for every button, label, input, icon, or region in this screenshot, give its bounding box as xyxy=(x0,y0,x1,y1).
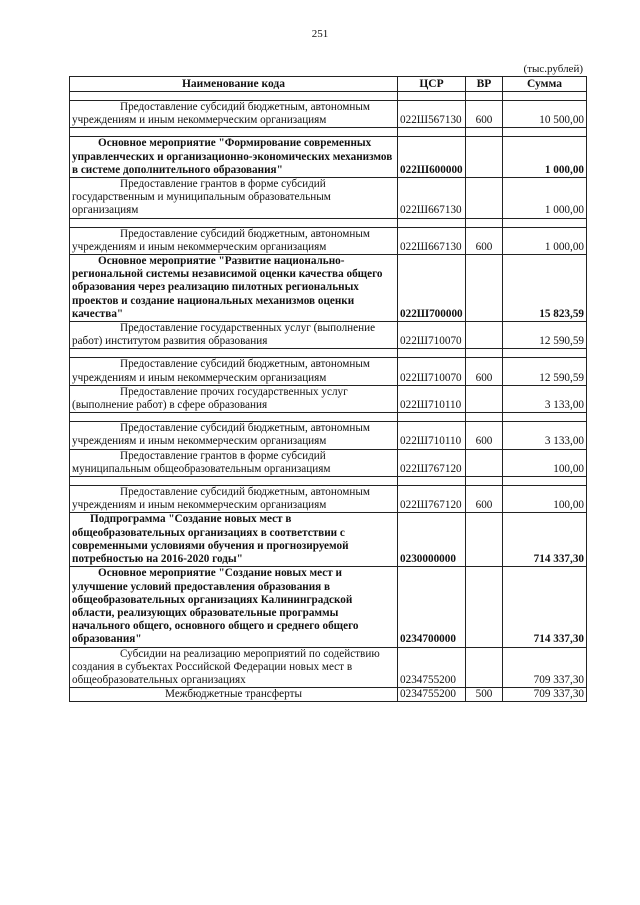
header-csr: ЦСР xyxy=(398,77,466,92)
row-vr xyxy=(466,567,503,647)
row-sum: 15 823,59 xyxy=(503,255,587,322)
row-csr: 022Ш710110 xyxy=(398,385,466,412)
row-sum: 1 000,00 xyxy=(503,178,587,219)
row-csr: 0230000000 xyxy=(398,513,466,567)
table-row xyxy=(70,513,587,567)
table-row xyxy=(70,688,587,702)
row-csr: 0234700000 xyxy=(398,567,466,647)
row-name: Подпрограмма "Создание новых мест в общеобразовательных организациях в соответствии с современными условиями обучения и прогнозируемой потребностью на 2016-2020 годы" xyxy=(70,513,398,567)
table-row xyxy=(70,486,587,513)
page-number: 251 xyxy=(311,28,329,40)
row-name: Предоставление субсидий бюджетным, автономным учреждениям и иным некоммерческим организациям xyxy=(70,227,398,254)
table-row xyxy=(70,567,587,647)
row-vr xyxy=(466,449,503,476)
row-vr xyxy=(466,322,503,349)
row-sum: 714 337,30 xyxy=(503,513,587,567)
row-vr xyxy=(466,385,503,412)
row-name: Межбюджетные трансферты xyxy=(70,688,398,702)
row-vr xyxy=(466,513,503,567)
row-vr: 500 xyxy=(466,688,503,702)
table-row xyxy=(70,101,587,128)
row-csr: 0234755200 xyxy=(398,688,466,702)
spacer-row xyxy=(70,349,587,358)
row-sum: 709 337,30 xyxy=(503,647,587,688)
table-row xyxy=(70,385,587,412)
spacer-row xyxy=(70,477,587,486)
header-vr: ВР xyxy=(466,77,503,92)
row-sum: 1 000,00 xyxy=(503,137,587,178)
row-csr: 022Ш667130 xyxy=(398,227,466,254)
row-name: Основное мероприятие "Создание новых мест и улучшение условий предоставления образования в общеобразовательных организациях Калининградской области, реализующих образовательные программы начального общего, основного общего и среднего общего образования" xyxy=(70,567,398,647)
row-name: Основное мероприятие "Развитие национально-региональной системы независимой оценки качества общего образования через реализацию пилотных региональных проектов и создание национальных механизмов оценки качества" xyxy=(70,255,398,322)
units-label: (тыс.рублей) xyxy=(523,63,583,75)
row-vr xyxy=(466,137,503,178)
header-sum: Сумма xyxy=(503,77,587,92)
table-row xyxy=(70,255,587,322)
row-vr xyxy=(466,255,503,322)
row-vr: 600 xyxy=(466,486,503,513)
row-csr: 022Ш567130 xyxy=(398,101,466,128)
row-name: Предоставление прочих государственных услуг (выполнение работ) в сфере образования xyxy=(70,385,398,412)
row-name: Предоставление грантов в форме субсидий государственным и муниципальным образовательным организациям xyxy=(70,178,398,219)
table-row xyxy=(70,647,587,688)
budget-table xyxy=(69,76,587,702)
row-vr: 600 xyxy=(466,101,503,128)
row-name: Субсидии на реализацию мероприятий по содействию создания в субъектах Российской Федерации новых мест в общеобразовательных организациях xyxy=(70,647,398,688)
row-name: Основное мероприятие "Формирование современных управленческих и организационно-экономических механизмов в системе дополнительного образования" xyxy=(70,137,398,178)
row-vr xyxy=(466,647,503,688)
row-sum: 3 133,00 xyxy=(503,385,587,412)
row-vr: 600 xyxy=(466,227,503,254)
table-row xyxy=(70,178,587,219)
row-csr: 022Ш710070 xyxy=(398,322,466,349)
spacer-row xyxy=(70,128,587,137)
row-name: Предоставление субсидий бюджетным, автономным учреждениям и иным некоммерческим организациям xyxy=(70,486,398,513)
row-sum: 12 590,59 xyxy=(503,322,587,349)
row-csr: 022Ш767120 xyxy=(398,486,466,513)
row-sum: 709 337,30 xyxy=(503,688,587,702)
row-sum: 100,00 xyxy=(503,486,587,513)
row-csr: 022Ш600000 xyxy=(398,137,466,178)
table-header-row xyxy=(70,77,587,92)
spacer-row xyxy=(70,218,587,227)
table-row xyxy=(70,137,587,178)
row-sum: 714 337,30 xyxy=(503,567,587,647)
spacer-row xyxy=(70,413,587,422)
row-csr: 022Ш767120 xyxy=(398,449,466,476)
row-vr xyxy=(466,178,503,219)
row-vr: 600 xyxy=(466,358,503,385)
row-name: Предоставление субсидий бюджетным, автономным учреждениям и иным некоммерческим организациям xyxy=(70,358,398,385)
header-name: Наименование кода xyxy=(70,77,398,92)
row-sum: 10 500,00 xyxy=(503,101,587,128)
row-sum: 3 133,00 xyxy=(503,422,587,449)
table-row xyxy=(70,422,587,449)
row-csr: 022Ш700000 xyxy=(398,255,466,322)
table-row xyxy=(70,449,587,476)
table-row xyxy=(70,322,587,349)
row-csr: 022Ш667130 xyxy=(398,178,466,219)
row-name: Предоставление государственных услуг (выполнение работ) институтом развития образования xyxy=(70,322,398,349)
table-row xyxy=(70,227,587,254)
row-csr: 022Ш710110 xyxy=(398,422,466,449)
row-name: Предоставление субсидий бюджетным, автономным учреждениям и иным некоммерческим организациям xyxy=(70,101,398,128)
row-sum: 100,00 xyxy=(503,449,587,476)
table-row xyxy=(70,358,587,385)
row-sum: 1 000,00 xyxy=(503,227,587,254)
row-csr: 0234755200 xyxy=(398,647,466,688)
row-vr: 600 xyxy=(466,422,503,449)
row-name: Предоставление субсидий бюджетным, автономным учреждениям и иным некоммерческим организациям xyxy=(70,422,398,449)
row-csr: 022Ш710070 xyxy=(398,358,466,385)
spacer-row xyxy=(70,92,587,101)
row-sum: 12 590,59 xyxy=(503,358,587,385)
row-name: Предоставление грантов в форме субсидий муниципальным общеобразовательным организациям xyxy=(70,449,398,476)
